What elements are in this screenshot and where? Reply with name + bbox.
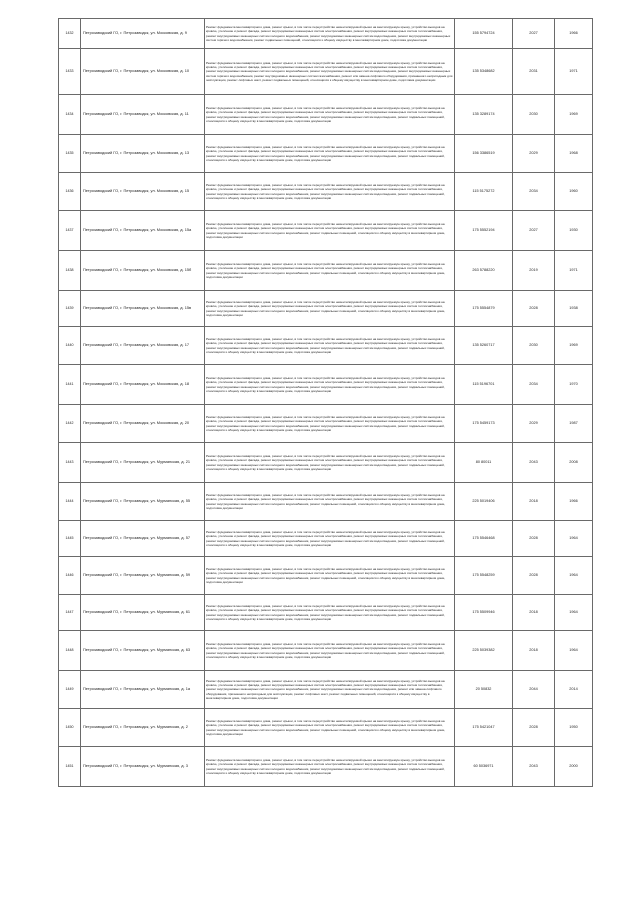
cost-cell: 135 5348682 <box>455 49 513 95</box>
table-row <box>59 19 593 49</box>
cost-cell: 60 5036971 <box>455 747 513 787</box>
planned-year-cell: 2018 <box>513 595 555 631</box>
works-description-cell: Ремонт фундамента многоквартирного дома, ремонт крыши, в том числе переустройство невентилируемой крыши на вентилируемую крышу, устройство выходов на кровлю, утепление и ремонт фасада, ремонт внутридомовых инженерных систем электроснабжения, ремонт внутридомовых инженерных систем теплоснабжения, ремонт внутридомовых инженерных систем холодного водоснабжения, ремонт подвальных помещений, относящихся к общему имуществу в многоквартирном доме, подготовка документации <box>205 483 455 521</box>
planned-year-cell: 2034 <box>513 365 555 405</box>
address-cell: Петрозаводский ГО, г. Петрозаводск, ул. Московская, д. 11 <box>81 95 205 135</box>
table-row <box>59 291 593 327</box>
address-cell: Петрозаводский ГО, г. Петрозаводск, ул. Мурманская, д. 21 <box>81 443 205 483</box>
row-number: 1444 <box>59 483 81 521</box>
cost-cell: 115 5175272 <box>455 173 513 211</box>
works-description-cell: Ремонт фундамента многоквартирного дома, ремонт крыши, в том числе переустройство невентилируемой крыши на вентилируемую крышу, устройство выходов на кровлю, утепление и ремонт фасада, ремонт внутридомовых инженерных систем электроснабжения, ремонт внутридомовых инженерных систем теплоснабжения, ремонт внутридомовых инженерных систем холодного водоснабжения, ремонт внутридомовых инженерных систем водоотведения, ремонт внутридомовых инженерных систем горячего водоснабжения, ремонт подвальных помещений, относящихся к общему имуществу в многоквартирном доме, подготовка документации <box>205 19 455 49</box>
built-year-cell: 2014 <box>555 671 593 709</box>
cost-cell: 175 5554879 <box>455 291 513 327</box>
cost-cell: 225 5019406 <box>455 483 513 521</box>
row-number: 1432 <box>59 19 81 49</box>
row-number: 1435 <box>59 135 81 173</box>
cost-cell: 135 5260717 <box>455 327 513 365</box>
built-year-cell: 2000 <box>555 747 593 787</box>
works-description-cell: Ремонт фундамента многоквартирного дома, ремонт крыши, в том числе переустройство невентилируемой крыши на вентилируемую крышу, устройство выходов на кровлю, утепление и ремонт фасада, ремонт внутридомовых инженерных систем электроснабжения, ремонт внутридомовых инженерных систем теплоснабжения, ремонт внутридомовых инженерных систем холодного водоснабжения, ремонт внутридомовых инженерных систем водоотведения, ремонт подвальных помещений, относящихся к общему имуществу в многоквартирном доме, подготовка документации <box>205 521 455 557</box>
table-row <box>59 95 593 135</box>
table-row <box>59 405 593 443</box>
address-cell: Петрозаводский ГО, г. Петрозаводск, ул. Московская, д. 18 <box>81 365 205 405</box>
row-number: 1446 <box>59 557 81 595</box>
table-row <box>59 747 593 787</box>
cost-cell: 263 5788220 <box>455 251 513 291</box>
works-description-cell: Ремонт фундамента многоквартирного дома, ремонт крыши, в том числе переустройство невентилируемой крыши на вентилируемую крышу, устройство выходов на кровлю, утепление и ремонт фасада, ремонт внутридомовых инженерных систем электроснабжения, ремонт внутридомовых инженерных систем теплоснабжения, ремонт внутридомовых инженерных систем холодного водоснабжения, ремонт подвальных помещений, относящихся к общему имуществу в многоквартирном доме, подготовка документации <box>205 291 455 327</box>
row-number: 1447 <box>59 595 81 631</box>
planned-year-cell: 2018 <box>513 631 555 671</box>
planned-year-cell: 2027 <box>513 211 555 251</box>
built-year-cell: 1964 <box>555 631 593 671</box>
built-year-cell: 1966 <box>555 483 593 521</box>
row-number: 1438 <box>59 251 81 291</box>
table-row <box>59 365 593 405</box>
built-year-cell: 1938 <box>555 291 593 327</box>
table-row <box>59 251 593 291</box>
planned-year-cell: 2044 <box>513 671 555 709</box>
row-number: 1434 <box>59 95 81 135</box>
cost-cell: 156 3386519 <box>455 135 513 173</box>
cost-cell: 225 5039382 <box>455 631 513 671</box>
built-year-cell: 1987 <box>555 405 593 443</box>
cost-cell: 115 5196701 <box>455 365 513 405</box>
works-description-cell: Ремонт фундамента многоквартирного дома, ремонт крыши, в том числе переустройство невентилируемой крыши на вентилируемую крышу, устройство выходов на кровлю, утепление и ремонт фасада, ремонт внутридомовых инженерных систем электроснабжения, ремонт внутридомовых инженерных систем теплоснабжения, ремонт внутридомовых инженерных систем холодного водоснабжения, ремонт подвальных помещений, относящихся к общему имуществу в многоквартирном доме, подготовка документации <box>205 211 455 251</box>
table-row <box>59 557 593 595</box>
table-body <box>59 19 593 787</box>
works-description-cell: Ремонт фундамента многоквартирного дома, ремонт крыши, в том числе переустройство невентилируемой крыши на вентилируемую крышу, устройство выходов на кровлю, утепление и ремонт фасада, ремонт внутридомовых инженерных систем электроснабжения, ремонт внутридомовых инженерных систем теплоснабжения, ремонт внутридомовых инженерных систем холодного водоснабжения, ремонт внутридомовых инженерных систем водоотведения, ремонт подвальных помещений, относящихся к общему имуществу в многоквартирном доме, подготовка документации <box>205 365 455 405</box>
table-row <box>59 595 593 631</box>
built-year-cell: 1960 <box>555 173 593 211</box>
built-year-cell: 1964 <box>555 595 593 631</box>
table-row <box>59 211 593 251</box>
works-description-cell: Ремонт фундамента многоквартирного дома, ремонт крыши, в том числе переустройство невентилируемой крыши на вентилируемую крышу, устройство выходов на кровлю, утепление и ремонт фасада, ремонт внутридомовых инженерных систем электроснабжения, ремонт внутридомовых инженерных систем теплоснабжения, ремонт внутридомовых инженерных систем холодного водоснабжения, ремонт подвальных помещений, относящихся к общему имуществу в многоквартирном доме, подготовка документации <box>205 709 455 747</box>
row-number: 1445 <box>59 521 81 557</box>
address-cell: Петрозаводский ГО, г. Петрозаводск, ул. Московская, д. 20 <box>81 405 205 443</box>
cost-cell: 155 5794724 <box>455 19 513 49</box>
capital-repair-table <box>58 18 593 787</box>
address-cell: Петрозаводский ГО, г. Петрозаводск, ул. Московская, д. 10 <box>81 49 205 95</box>
table-row <box>59 483 593 521</box>
works-description-cell: Ремонт фундамента многоквартирного дома, ремонт крыши, в том числе переустройство невентилируемой крыши на вентилируемую крышу, устройство выходов на кровлю, утепление и ремонт фасада, ремонт внутридомовых инженерных систем электроснабжения, ремонт внутридомовых инженерных систем теплоснабжения, ремонт внутридомовых инженерных систем холодного водоснабжения, ремонт подвальных помещений, относящихся к общему имуществу в многоквартирном доме, подготовка документации <box>205 557 455 595</box>
planned-year-cell: 2030 <box>513 327 555 365</box>
planned-year-cell: 2028 <box>513 557 555 595</box>
table-row <box>59 521 593 557</box>
row-number: 1433 <box>59 49 81 95</box>
built-year-cell: 2008 <box>555 443 593 483</box>
cost-cell: 175 5552194 <box>455 211 513 251</box>
row-number: 1451 <box>59 747 81 787</box>
row-number: 1439 <box>59 291 81 327</box>
built-year-cell: 1964 <box>555 557 593 595</box>
planned-year-cell: 2018 <box>513 483 555 521</box>
table-row <box>59 173 593 211</box>
address-cell: Петрозаводский ГО, г. Петрозаводск, ул. Мурманская, д. 57 <box>81 521 205 557</box>
planned-year-cell: 2029 <box>513 135 555 173</box>
address-cell: Петрозаводский ГО, г. Петрозаводск, ул. Мурманская, д. 59 <box>81 557 205 595</box>
row-number: 1440 <box>59 327 81 365</box>
address-cell: Петрозаводский ГО, г. Петрозаводск, ул. Московская, д. 13 <box>81 135 205 173</box>
built-year-cell: 1930 <box>555 211 593 251</box>
cost-cell: 175 5548259 <box>455 557 513 595</box>
cost-cell: 20 50832 <box>455 671 513 709</box>
row-number: 1442 <box>59 405 81 443</box>
table-row <box>59 443 593 483</box>
address-cell: Петрозаводский ГО, г. Петрозаводск, ул. Мурманская, д. 1а <box>81 671 205 709</box>
planned-year-cell: 2028 <box>513 521 555 557</box>
address-cell: Петрозаводский ГО, г. Петрозаводск, ул. Мурманская, д. 3 <box>81 747 205 787</box>
cost-cell: 175 5421047 <box>455 709 513 747</box>
planned-year-cell: 2043 <box>513 443 555 483</box>
works-description-cell: Ремонт фундамента многоквартирного дома, ремонт крыши, в том числе переустройство невентилируемой крыши на вентилируемую крышу, устройство выходов на кровлю, утепление и ремонт фасада, ремонт внутридомовых инженерных систем электроснабжения, ремонт внутридомовых инженерных систем теплоснабжения, ремонт внутридомовых инженерных систем холодного водоснабжения, ремонт внутридомовых инженерных систем водоотведения, ремонт подвальных помещений, относящихся к общему имуществу в многоквартирном доме, подготовка документации <box>205 95 455 135</box>
address-cell: Петрозаводский ГО, г. Петрозаводск, ул. Мурманская, д. 55 <box>81 483 205 521</box>
works-description-cell: Ремонт фундамента многоквартирного дома, ремонт крыши, в том числе переустройство невентилируемой крыши на вентилируемую крышу, устройство выходов на кровлю, утепление и ремонт фасада, ремонт внутридомовых инженерных систем электроснабжения, ремонт внутридомовых инженерных систем теплоснабжения, ремонт внутридомовых инженерных систем холодного водоснабжения, ремонт внутридомовых инженерных систем водоотведения, ремонт или замена лифтового оборудования, признанного непригодным для эксплуатации, ремонт лифтовых шахт, ремонт подвальных помещений, относящихся к общему имуществу в многоквартирном доме, подготовка документации <box>205 671 455 709</box>
table-row <box>59 327 593 365</box>
table-row <box>59 135 593 173</box>
built-year-cell: 1971 <box>555 49 593 95</box>
works-description-cell: Ремонт фундамента многоквартирного дома, ремонт крыши, в том числе переустройство невентилируемой крыши на вентилируемую крышу, устройство выходов на кровлю, утепление и ремонт фасада, ремонт внутридомовых инженерных систем электроснабжения, ремонт внутридомовых инженерных систем теплоснабжения, ремонт внутридомовых инженерных систем холодного водоснабжения, ремонт внутридомовых инженерных систем водоотведения, ремонт подвальных помещений, относящихся к общему имуществу в многоквартирном доме, подготовка документации <box>205 595 455 631</box>
works-description-cell: Ремонт фундамента многоквартирного дома, ремонт крыши, в том числе переустройство невентилируемой крыши на вентилируемую крышу, устройство выходов на кровлю, утепление и ремонт фасада, ремонт внутридомовых инженерных систем электроснабжения, ремонт внутридомовых инженерных систем теплоснабжения, ремонт внутридомовых инженерных систем холодного водоснабжения, ремонт внутридомовых инженерных систем водоотведения, ремонт подвальных помещений, относящихся к общему имуществу в многоквартирном доме, подготовка документации <box>205 135 455 173</box>
cost-cell: 135 3289174 <box>455 95 513 135</box>
built-year-cell: 1968 <box>555 135 593 173</box>
address-cell: Петрозаводский ГО, г. Петрозаводск, ул. Московская, д. 17 <box>81 327 205 365</box>
table-row <box>59 49 593 95</box>
planned-year-cell: 2027 <box>513 19 555 49</box>
works-description-cell: Ремонт фундамента многоквартирного дома, ремонт крыши, в том числе переустройство невентилируемой крыши на вентилируемую крышу, устройство выходов на кровлю, утепление и ремонт фасада, ремонт внутридомовых инженерных систем электроснабжения, ремонт внутридомовых инженерных систем теплоснабжения, ремонт внутридомовых инженерных систем холодного водоснабжения, ремонт внутридомовых инженерных систем водоотведения, ремонт подвальных помещений, относящихся к общему имуществу в многоквартирном доме, подготовка документации <box>205 631 455 671</box>
row-number: 1436 <box>59 173 81 211</box>
works-description-cell: Ремонт фундамента многоквартирного дома, ремонт крыши, в том числе переустройство невентилируемой крыши на вентилируемую крышу, устройство выходов на кровлю, утепление и ремонт фасада, ремонт внутридомовых инженерных систем электроснабжения, ремонт внутридомовых инженерных систем теплоснабжения, ремонт внутридомовых инженерных систем холодного водоснабжения, ремонт внутридомовых инженерных систем водоотведения, ремонт подвальных помещений, относящихся к общему имуществу в многоквартирном доме, подготовка документации <box>205 747 455 787</box>
works-description-cell: Ремонт фундамента многоквартирного дома, ремонт крыши, в том числе переустройство невентилируемой крыши на вентилируемую крышу, устройство выходов на кровлю, утепление и ремонт фасада, ремонт внутридомовых инженерных систем электроснабжения, ремонт внутридомовых инженерных систем теплоснабжения, ремонт внутридомовых инженерных систем холодного водоснабжения, ремонт подвальных помещений, относящихся к общему имуществу в многоквартирном доме, подготовка документации <box>205 251 455 291</box>
address-cell: Петрозаводский ГО, г. Петрозаводск, ул. Московская, д. 15б <box>81 251 205 291</box>
address-cell: Петрозаводский ГО, г. Петрозаводск, ул. Мурманская, д. 2 <box>81 709 205 747</box>
built-year-cell: 1970 <box>555 365 593 405</box>
document-page <box>58 18 592 787</box>
planned-year-cell: 2034 <box>513 173 555 211</box>
built-year-cell: 1966 <box>555 19 593 49</box>
row-number: 1448 <box>59 631 81 671</box>
row-number: 1449 <box>59 671 81 709</box>
table-row <box>59 631 593 671</box>
row-number: 1437 <box>59 211 81 251</box>
table-row <box>59 709 593 747</box>
planned-year-cell: 2028 <box>513 709 555 747</box>
built-year-cell: 1971 <box>555 251 593 291</box>
address-cell: Петрозаводский ГО, г. Петрозаводск, ул. Мурманская, д. 63 <box>81 631 205 671</box>
cost-cell: 80 80011 <box>455 443 513 483</box>
planned-year-cell: 2031 <box>513 49 555 95</box>
table-row <box>59 671 593 709</box>
built-year-cell: 1969 <box>555 327 593 365</box>
works-description-cell: Ремонт фундамента многоквартирного дома, ремонт крыши, в том числе переустройство невентилируемой крыши на вентилируемую крышу, устройство выходов на кровлю, утепление и ремонт фасада, ремонт внутридомовых инженерных систем электроснабжения, ремонт внутридомовых инженерных систем теплоснабжения, ремонт внутридомовых инженерных систем холодного водоснабжения, ремонт внутридомовых инженерных систем водоотведения, ремонт внутридомовых инженерных систем горячего водоснабжения, ремонт внутридомовых инженерных систем газоснабжения, ремонт или замена лифтового оборудования, признанного непригодным для эксплуатации, ремонт лифтовых шахт, ремонт подвальных помещений, относящихся к общему имуществу в многоквартирном доме, подготовка документации <box>205 49 455 95</box>
cost-cell: 175 5459173 <box>455 405 513 443</box>
built-year-cell: 1969 <box>555 95 593 135</box>
cost-cell: 175 5509946 <box>455 595 513 631</box>
planned-year-cell: 2029 <box>513 405 555 443</box>
built-year-cell: 1964 <box>555 521 593 557</box>
works-description-cell: Ремонт фундамента многоквартирного дома, ремонт крыши, в том числе переустройство невентилируемой крыши на вентилируемую крышу, устройство выходов на кровлю, утепление и ремонт фасада, ремонт внутридомовых инженерных систем электроснабжения, ремонт внутридомовых инженерных систем теплоснабжения, ремонт внутридомовых инженерных систем холодного водоснабжения, ремонт внутридомовых инженерных систем водоотведения, ремонт подвальных помещений, относящихся к общему имуществу в многоквартирном доме, подготовка документации <box>205 327 455 365</box>
address-cell: Петрозаводский ГО, г. Петрозаводск, ул. Московская, д. 15 <box>81 173 205 211</box>
cost-cell: 175 5546468 <box>455 521 513 557</box>
works-description-cell: Ремонт фундамента многоквартирного дома, ремонт крыши, в том числе переустройство невентилируемой крыши на вентилируемую крышу, устройство выходов на кровлю, утепление и ремонт фасада, ремонт внутридомовых инженерных систем электроснабжения, ремонт внутридомовых инженерных систем теплоснабжения, ремонт внутридомовых инженерных систем холодного водоснабжения, ремонт внутридомовых инженерных систем водоотведения, ремонт подвальных помещений, относящихся к общему имуществу в многоквартирном доме, подготовка документации <box>205 173 455 211</box>
planned-year-cell: 2043 <box>513 747 555 787</box>
row-number: 1443 <box>59 443 81 483</box>
works-description-cell: Ремонт фундамента многоквартирного дома, ремонт крыши, в том числе переустройство невентилируемой крыши на вентилируемую крышу, устройство выходов на кровлю, утепление и ремонт фасада, ремонт внутридомовых инженерных систем электроснабжения, ремонт внутридомовых инженерных систем теплоснабжения, ремонт внутридомовых инженерных систем холодного водоснабжения, ремонт внутридомовых инженерных систем водоотведения, ремонт подвальных помещений, относящихся к общему имуществу в многоквартирном доме, подготовка документации <box>205 405 455 443</box>
address-cell: Петрозаводский ГО, г. Петрозаводск, ул. Московская, д. 15а <box>81 211 205 251</box>
address-cell: Петрозаводский ГО, г. Петрозаводск, ул. Мурманская, д. 61 <box>81 595 205 631</box>
planned-year-cell: 2028 <box>513 291 555 327</box>
built-year-cell: 1950 <box>555 709 593 747</box>
works-description-cell: Ремонт фундамента многоквартирного дома, ремонт крыши, в том числе переустройство невентилируемой крыши на вентилируемую крышу, устройство выходов на кровлю, утепление и ремонт фасада, ремонт внутридомовых инженерных систем электроснабжения, ремонт внутридомовых инженерных систем теплоснабжения, ремонт внутридомовых инженерных систем холодного водоснабжения, ремонт внутридомовых инженерных систем водоотведения, ремонт подвальных помещений, относящихся к общему имуществу в многоквартирном доме, подготовка документации <box>205 443 455 483</box>
row-number: 1441 <box>59 365 81 405</box>
row-number: 1450 <box>59 709 81 747</box>
address-cell: Петрозаводский ГО, г. Петрозаводск, ул. Московская, д. 9 <box>81 19 205 49</box>
planned-year-cell: 2030 <box>513 95 555 135</box>
address-cell: Петрозаводский ГО, г. Петрозаводск, ул. Московская, д. 15в <box>81 291 205 327</box>
planned-year-cell: 2019 <box>513 251 555 291</box>
